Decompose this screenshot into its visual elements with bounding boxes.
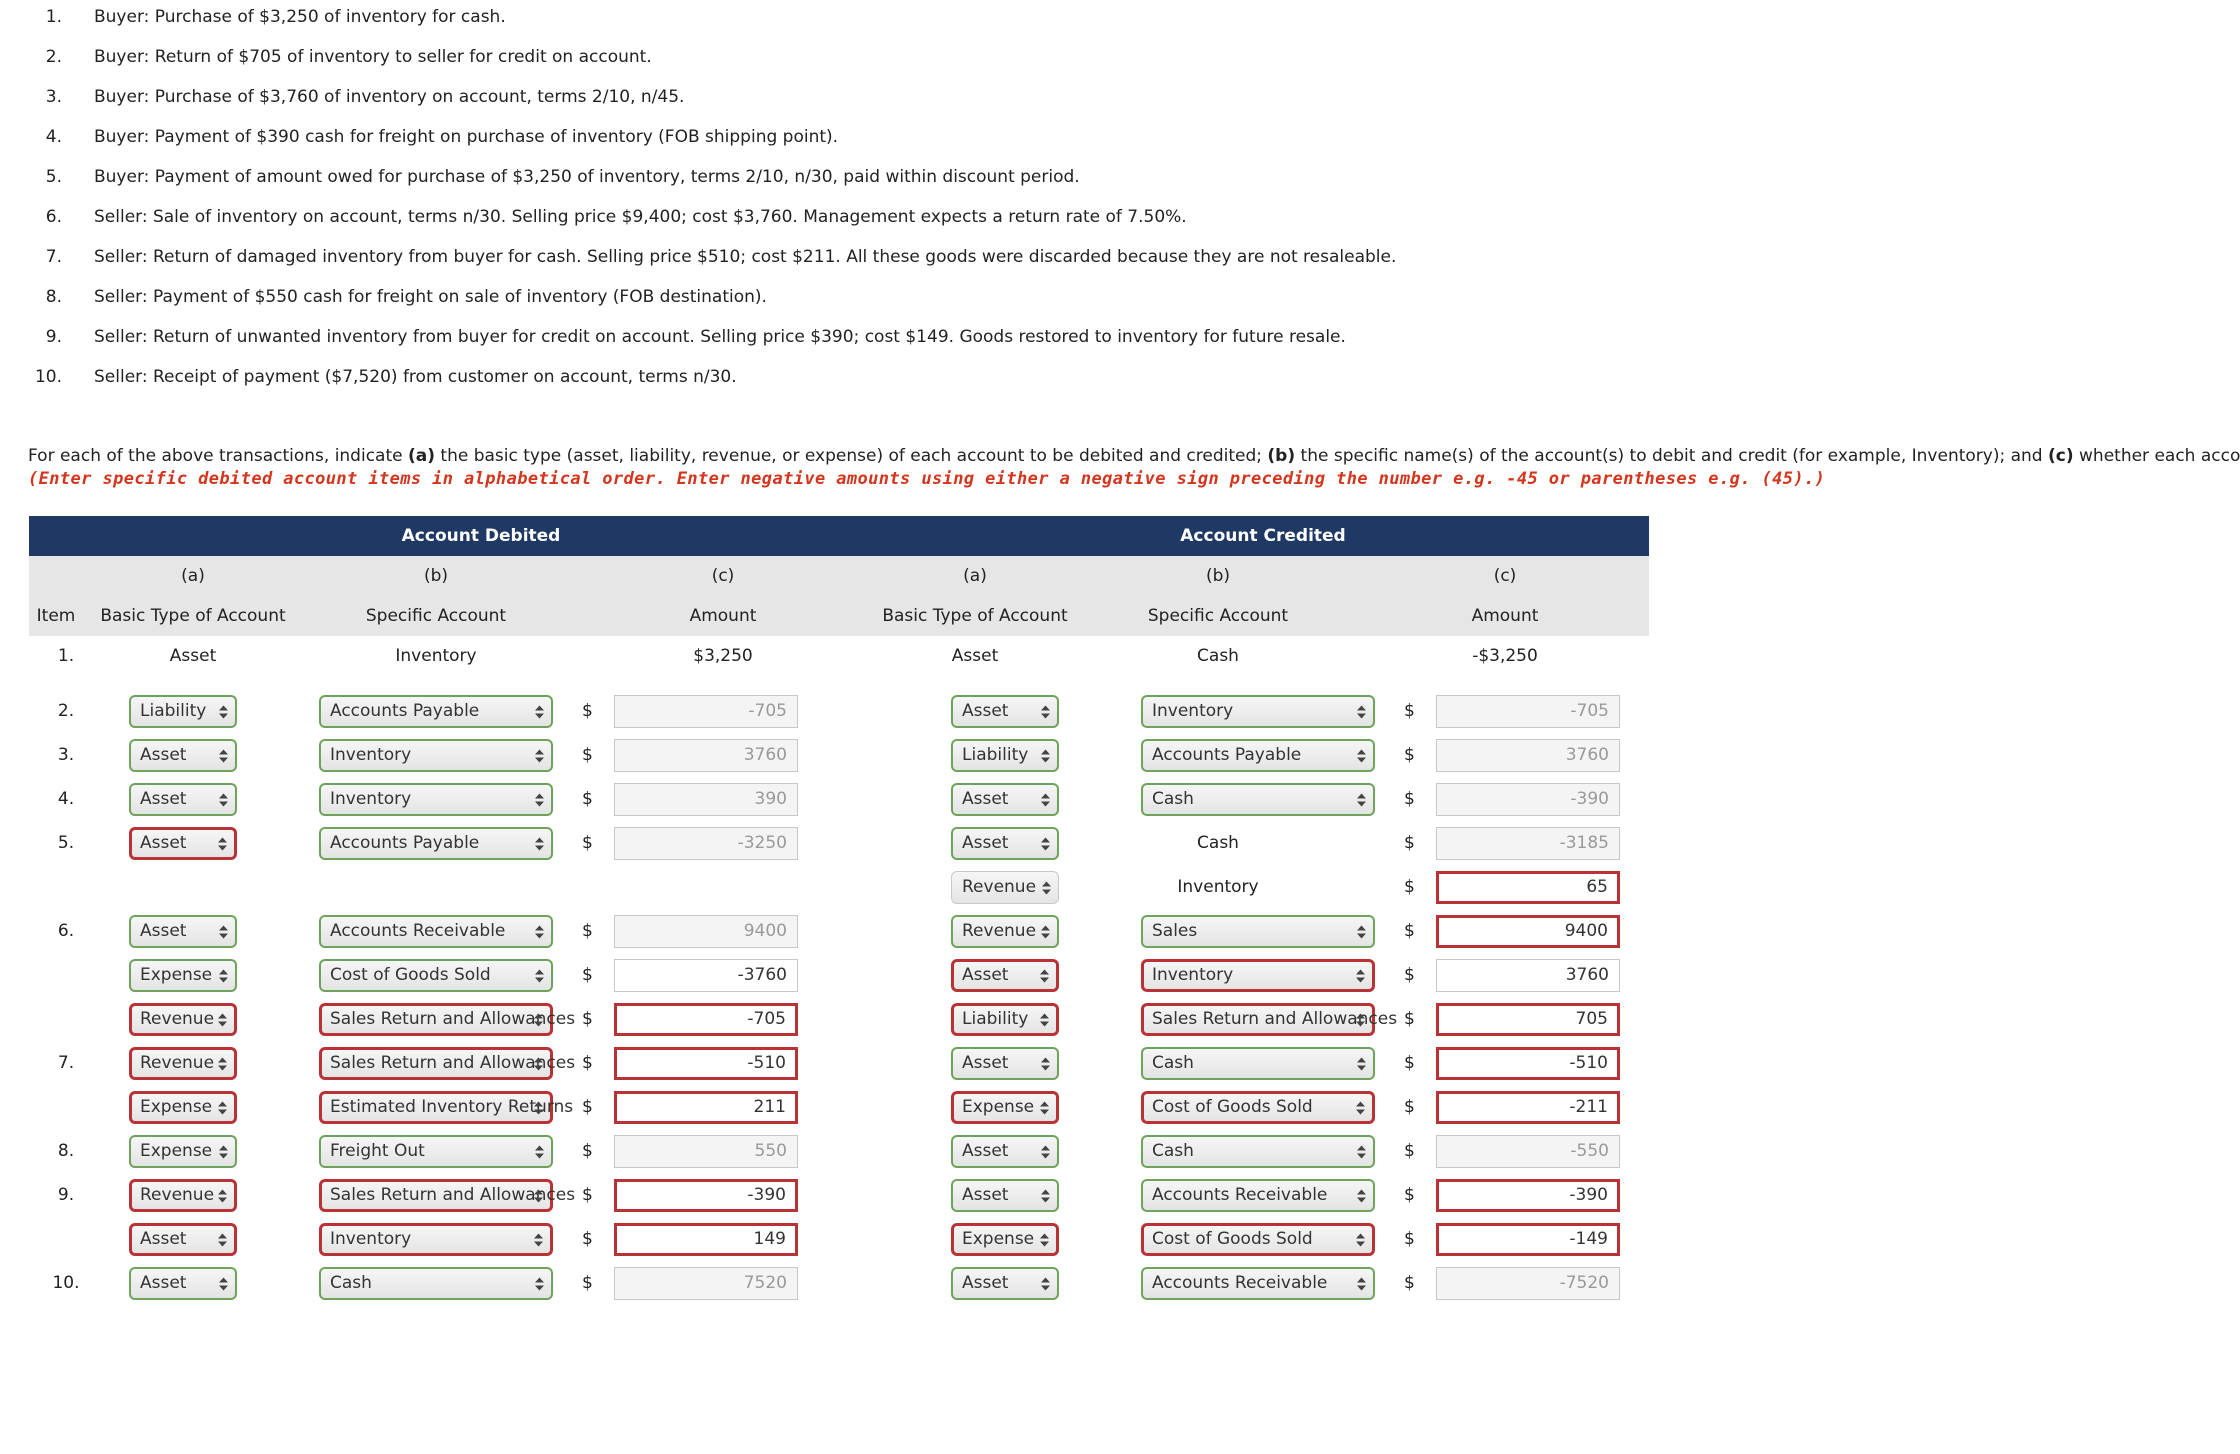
debit-type-select-value: Expense [140, 1141, 213, 1161]
select-arrows-icon [533, 1006, 544, 1033]
select-arrows-icon [1356, 741, 1367, 770]
debit-type-select[interactable] [129, 915, 237, 948]
debit-currency: $ [582, 745, 593, 765]
credit-type-select[interactable] [951, 1091, 1059, 1124]
transaction-number: 2. [45, 47, 62, 67]
instructions-text: the specific name(s) of the account(s) to debit and credit (for example, Inventory); and [1295, 446, 2048, 466]
credit-account-select-value: Accounts Payable [1152, 745, 1302, 765]
debit-currency: $ [582, 1141, 593, 1161]
select-arrows-icon [1356, 1049, 1367, 1078]
col-b-debit: (b) [423, 566, 449, 586]
credit-account-select[interactable] [1141, 1047, 1375, 1080]
account-credited-header: Account Credited [1180, 526, 1346, 546]
debit-amount-input[interactable]: 7520 [614, 1267, 798, 1300]
select-arrows-icon [534, 1269, 545, 1298]
transaction-number: 8. [45, 287, 62, 307]
select-arrows-icon [218, 917, 229, 946]
credit-currency: $ [1404, 1273, 1415, 1293]
credit-account-select[interactable] [1141, 695, 1375, 728]
column-headers [29, 556, 1649, 636]
entry-hint: (Enter specific debited account items in alphabetical order. Enter negative amounts using either a negative sign preceding the number e.g. -45 or parentheses e.g. (45).) [28, 469, 1826, 489]
transaction-text: Buyer: Purchase of $3,250 of inventory for cash. [94, 7, 506, 27]
item-number: 10. [52, 1273, 80, 1293]
credit-amount-input[interactable]: -390 [1436, 783, 1620, 816]
select-arrows-icon [218, 1137, 229, 1166]
credit-type-select[interactable] [951, 695, 1059, 728]
credit-currency: $ [1404, 1053, 1415, 1073]
credit-account-select[interactable] [1141, 1267, 1375, 1300]
credit-account-select-value: Cost of Goods Sold [1152, 1097, 1313, 1117]
amount-header: Amount [1471, 606, 1539, 626]
debit-type-select[interactable] [129, 1047, 237, 1080]
credit-account-select-value: Sales Return and Allowances [1152, 1009, 1398, 1029]
amount-header: Amount [689, 606, 757, 626]
select-arrows-icon [1041, 872, 1052, 903]
transaction-text: Seller: Sale of inventory on account, terms n/30. Selling price $9,400; cost $3,760. Management expects a return rate of 7.50%. [94, 207, 1187, 227]
debit-type-select-value: Asset [140, 1273, 187, 1293]
col-a-debit: (a) [181, 566, 205, 586]
credit-currency: $ [1404, 701, 1415, 721]
debit-type-select-value: Expense [140, 1097, 213, 1117]
select-arrows-icon [1356, 1181, 1367, 1210]
debit-type-select[interactable] [129, 739, 237, 772]
credit-amount: -$3,250 [1472, 646, 1538, 666]
credit-type-select-value: Asset [962, 1185, 1009, 1205]
credit-currency: $ [1404, 1097, 1415, 1117]
debit-account-select-value: Accounts Payable [330, 833, 480, 853]
debit-type-select[interactable] [129, 827, 237, 860]
transaction-text: Buyer: Purchase of $3,760 of inventory on account, terms 2/10, n/45. [94, 87, 685, 107]
debit-type-select-value: Revenue [140, 1009, 215, 1029]
debit-currency: $ [582, 965, 593, 985]
debit-account-select[interactable] [319, 1003, 576, 1036]
debit-type-select-value: Asset [140, 921, 187, 941]
debit-currency: $ [582, 1185, 593, 1205]
credit-type-select[interactable] [951, 1003, 1059, 1036]
debit-amount-input[interactable]: 149 [614, 1223, 798, 1256]
select-arrows-icon [1040, 1049, 1051, 1078]
credit-type-select-value: Asset [962, 1273, 1009, 1293]
debit-amount-input[interactable]: 550 [614, 1135, 798, 1168]
debit-amount-input[interactable]: -3250 [614, 827, 798, 860]
credit-type-select-value: Liability [962, 1009, 1029, 1029]
instructions-text: For each of the above transactions, indicate [28, 446, 408, 466]
credit-amount-input[interactable]: -149 [1436, 1223, 1620, 1256]
basic-type-header: Basic Type of Account [100, 606, 286, 626]
debit-type-select-value: Asset [140, 745, 187, 765]
debit-type-select[interactable] [129, 1091, 237, 1124]
debit-amount-input[interactable]: -390 [614, 1179, 798, 1212]
debit-account-select-value: Accounts Payable [330, 701, 480, 721]
account-debited-header: Account Debited [401, 526, 561, 546]
instructions-text: whether each acco [2073, 446, 2240, 466]
select-arrows-icon [217, 1050, 228, 1077]
transaction-number: 1. [45, 7, 62, 27]
select-arrows-icon [1040, 917, 1051, 946]
select-arrows-icon [1356, 697, 1367, 726]
credit-currency: $ [1404, 1009, 1415, 1029]
debit-type-select[interactable] [129, 1267, 237, 1300]
select-arrows-icon [534, 741, 545, 770]
credit-type-select[interactable] [951, 1047, 1059, 1080]
select-arrows-icon [1355, 962, 1366, 989]
credit-type-select-value: Liability [962, 745, 1029, 765]
debit-type-select[interactable] [129, 1179, 237, 1212]
debit-account-select[interactable] [319, 1267, 553, 1300]
credit-type-select-value: Expense [962, 1229, 1035, 1249]
credit-account-select-value: Cost of Goods Sold [1152, 1229, 1313, 1249]
credit-amount-input[interactable]: -3185 [1436, 827, 1620, 860]
credit-currency: $ [1404, 789, 1415, 809]
credit-amount-input[interactable]: -390 [1436, 1179, 1620, 1212]
instructions-label-b: (b) [1267, 446, 1296, 466]
credit-amount-input[interactable]: -550 [1436, 1135, 1620, 1168]
item-number: 8. [57, 1141, 75, 1161]
debit-amount-input[interactable]: -705 [614, 695, 798, 728]
credit-account-select[interactable] [1141, 1135, 1375, 1168]
credit-type-select-value: Asset [962, 833, 1009, 853]
select-arrows-icon [1039, 962, 1050, 989]
credit-type-select[interactable] [951, 827, 1059, 860]
credit-type-select[interactable] [951, 1267, 1059, 1300]
instructions-label-c: (c) [2047, 446, 2074, 466]
select-arrows-icon [1040, 1269, 1051, 1298]
instructions-label-a: (a) [408, 446, 436, 466]
col-c-debit: (c) [711, 566, 735, 586]
credit-currency: $ [1404, 877, 1415, 897]
debit-type-select[interactable] [129, 1135, 237, 1168]
select-arrows-icon [533, 1094, 544, 1121]
debit-currency: $ [582, 1229, 593, 1249]
select-arrows-icon [533, 1050, 544, 1077]
credit-type-select-value: Revenue [962, 877, 1037, 897]
debit-currency: $ [582, 789, 593, 809]
debit-account-select-value: Sales Return and Allowances [330, 1053, 576, 1073]
credit-type-select[interactable] [951, 1135, 1059, 1168]
debit-currency: $ [582, 921, 593, 941]
debit-type-select-value: Revenue [140, 1053, 215, 1073]
select-arrows-icon [217, 1226, 228, 1253]
item-number: 7. [57, 1053, 75, 1073]
debit-type-select-value: Revenue [140, 1185, 215, 1205]
credit-type-select[interactable] [951, 1223, 1059, 1256]
select-arrows-icon [217, 1094, 228, 1121]
credit-type-select-value: Revenue [962, 921, 1037, 941]
select-arrows-icon [218, 785, 229, 814]
debit-account: Inventory [395, 646, 477, 666]
credit-currency: $ [1404, 965, 1415, 985]
select-arrows-icon [534, 829, 545, 858]
credit-amount-input[interactable]: 3760 [1436, 739, 1620, 772]
debit-type-select[interactable] [129, 1003, 237, 1036]
debit-account-select-value: Inventory [330, 1229, 412, 1249]
transaction-text: Seller: Return of damaged inventory from buyer for cash. Selling price $510; cost $211. All these goods were discarded because they are not resaleable. [94, 247, 1397, 267]
transaction-number: 9. [45, 327, 62, 347]
credit-account-select-value: Cash [1152, 1053, 1194, 1073]
debit-account-select-value: Sales Return and Allowances [330, 1009, 576, 1029]
select-arrows-icon [1040, 785, 1051, 814]
credit-type-select-value: Expense [962, 1097, 1035, 1117]
item-number: 2. [57, 701, 75, 721]
debit-type-select[interactable] [129, 959, 237, 992]
debit-account-select-value: Accounts Receivable [330, 921, 506, 941]
credit-type-select[interactable] [951, 739, 1059, 772]
select-arrows-icon [217, 1182, 228, 1209]
debit-type-select-value: Asset [140, 1229, 187, 1249]
debit-account-select-value: Sales Return and Allowances [330, 1185, 576, 1205]
transaction-number: 3. [45, 87, 62, 107]
select-arrows-icon [1039, 1094, 1050, 1121]
credit-type-select[interactable] [951, 871, 1059, 904]
table-header [29, 516, 1649, 556]
debit-account-select[interactable] [319, 783, 553, 816]
select-arrows-icon [218, 741, 229, 770]
debit-type-select[interactable] [129, 783, 237, 816]
debit-amount-input[interactable]: 390 [614, 783, 798, 816]
instructions-text: the basic type (asset, liability, revenue, or expense) of each account to be debited and credited; [435, 446, 1268, 466]
item-number: 6. [57, 921, 75, 941]
transaction-number: 10. [34, 367, 62, 387]
credit-amount-input[interactable]: 9400 [1436, 915, 1620, 948]
credit-type-select[interactable] [951, 783, 1059, 816]
debit-account-select-value: Estimated Inventory Returns [330, 1097, 574, 1117]
debit-account-select-value: Inventory [330, 745, 412, 765]
debit-account-select[interactable] [319, 827, 553, 860]
credit-account-select[interactable] [1141, 959, 1375, 992]
debit-account-select[interactable] [319, 1223, 553, 1256]
select-arrows-icon [534, 961, 545, 990]
select-arrows-icon [1040, 829, 1051, 858]
credit-account-select-value: Inventory [1152, 701, 1234, 721]
debit-amount: $3,250 [693, 646, 753, 666]
transaction-text: Seller: Receipt of payment ($7,520) from customer on account, terms n/30. [94, 367, 737, 387]
transaction-text: Buyer: Payment of amount owed for purchase of $3,250 of inventory, terms 2/10, n/30, paid within discount period. [94, 167, 1080, 187]
debit-amount-input[interactable]: -510 [614, 1047, 798, 1080]
credit-type-select-value: Asset [962, 1053, 1009, 1073]
transaction-number: 5. [45, 167, 62, 187]
debit-amount-input[interactable]: -3760 [614, 959, 798, 992]
credit-currency: $ [1404, 1229, 1415, 1249]
debit-account-select[interactable] [319, 1047, 576, 1080]
transaction-text: Seller: Payment of $550 cash for freight on sale of inventory (FOB destination). [94, 287, 767, 307]
debit-amount-input[interactable]: 3760 [614, 739, 798, 772]
credit-account-select-value: Inventory [1152, 965, 1234, 985]
credit-type-select-value: Asset [962, 701, 1009, 721]
credit-amount-input[interactable]: -211 [1436, 1091, 1620, 1124]
select-arrows-icon [534, 1137, 545, 1166]
item-number: 4. [57, 789, 75, 809]
credit-account-select-value: Accounts Receivable [1152, 1273, 1328, 1293]
credit-type: Asset [951, 646, 999, 666]
debit-amount-input[interactable]: 211 [614, 1091, 798, 1124]
debit-currency: $ [582, 701, 593, 721]
select-arrows-icon [1356, 1137, 1367, 1166]
select-arrows-icon [1355, 1006, 1366, 1033]
item-number: 9. [57, 1185, 75, 1205]
select-arrows-icon [1039, 1226, 1050, 1253]
select-arrows-icon [534, 917, 545, 946]
select-arrows-icon [217, 830, 228, 857]
credit-currency: $ [1404, 745, 1415, 765]
debit-account-select-value: Cash [330, 1273, 372, 1293]
col-a-credit: (a) [963, 566, 987, 586]
credit-account-select-value: Sales [1152, 921, 1198, 941]
select-arrows-icon [1355, 1226, 1366, 1253]
credit-amount-input[interactable]: -705 [1436, 695, 1620, 728]
debit-account-select-value: Freight Out [330, 1141, 425, 1161]
item-header: Item [36, 606, 76, 626]
select-arrows-icon [1355, 1094, 1366, 1121]
select-arrows-icon [533, 1182, 544, 1209]
credit-currency: $ [1404, 921, 1415, 941]
select-arrows-icon [1040, 1137, 1051, 1166]
debit-type-select-value: Asset [140, 833, 187, 853]
specific-account-header: Specific Account [1147, 606, 1289, 626]
debit-account-select[interactable] [319, 1091, 574, 1124]
select-arrows-icon [1040, 1181, 1051, 1210]
debit-account-select-value: Cost of Goods Sold [330, 965, 491, 985]
transaction-text: Buyer: Return of $705 of inventory to seller for credit on account. [94, 47, 652, 67]
credit-amount-input[interactable]: -7520 [1436, 1267, 1620, 1300]
credit-account-select[interactable] [1141, 1179, 1375, 1212]
specific-account-header: Specific Account [365, 606, 507, 626]
credit-currency: $ [1404, 833, 1415, 853]
credit-amount-input[interactable]: 705 [1436, 1003, 1620, 1036]
debit-type-select[interactable] [129, 695, 237, 728]
item-number: 5. [57, 833, 75, 853]
credit-account-select[interactable] [1141, 1223, 1375, 1256]
select-arrows-icon [217, 1006, 228, 1033]
select-arrows-icon [1356, 1269, 1367, 1298]
debit-type-select-value: Asset [140, 789, 187, 809]
select-arrows-icon [1356, 785, 1367, 814]
debit-account-select[interactable] [319, 739, 553, 772]
select-arrows-icon [533, 1226, 544, 1253]
credit-account-select-value: Accounts Receivable [1152, 1185, 1328, 1205]
credit-type-select-value: Asset [962, 965, 1009, 985]
credit-currency: $ [1404, 1141, 1415, 1161]
item-number: 3. [57, 745, 75, 765]
credit-amount-input[interactable]: -510 [1436, 1047, 1620, 1080]
credit-currency: $ [1404, 1185, 1415, 1205]
credit-account-select[interactable] [1141, 739, 1375, 772]
select-arrows-icon [218, 697, 229, 726]
transaction-number: 6. [45, 207, 62, 227]
credit-account-select-value: Cash [1152, 789, 1194, 809]
credit-account-select[interactable] [1141, 915, 1375, 948]
select-arrows-icon [218, 961, 229, 990]
credit-amount-input[interactable]: 3760 [1436, 959, 1620, 992]
credit-account: Cash [1197, 833, 1239, 853]
select-arrows-icon [534, 697, 545, 726]
debit-type: Asset [169, 646, 217, 666]
debit-type-select[interactable] [129, 1223, 237, 1256]
credit-account-select[interactable] [1141, 783, 1375, 816]
transaction-text: Seller: Return of unwanted inventory from buyer for credit on account. Selling price $390; cost $149. Goods restored to inventory for future resale. [94, 327, 1346, 347]
debit-currency: $ [582, 833, 593, 853]
transaction-number: 4. [45, 127, 62, 147]
debit-account-select[interactable] [319, 1179, 576, 1212]
credit-type-select[interactable] [951, 915, 1059, 948]
basic-type-header: Basic Type of Account [882, 606, 1068, 626]
select-arrows-icon [1039, 1006, 1050, 1033]
debit-type-select-value: Expense [140, 965, 213, 985]
transaction-number: 7. [45, 247, 62, 267]
debit-type-select-value: Liability [140, 701, 207, 721]
credit-type-select[interactable] [951, 959, 1059, 992]
debit-amount-input[interactable]: -705 [614, 1003, 798, 1036]
debit-account-select[interactable] [319, 695, 553, 728]
instructions [28, 443, 2240, 469]
select-arrows-icon [1040, 741, 1051, 770]
credit-account-select[interactable] [1141, 1003, 1398, 1036]
col-c-credit: (c) [1493, 566, 1517, 586]
debit-amount-input[interactable]: 9400 [614, 915, 798, 948]
select-arrows-icon [218, 1269, 229, 1298]
debit-currency: $ [582, 1097, 593, 1117]
transaction-text: Buyer: Payment of $390 cash for freight on purchase of inventory (FOB shipping point). [94, 127, 839, 147]
debit-account-select[interactable] [319, 959, 553, 992]
credit-type-select-value: Asset [962, 1141, 1009, 1161]
debit-account-select[interactable] [319, 1135, 553, 1168]
debit-currency: $ [582, 1273, 593, 1293]
debit-account-select[interactable] [319, 915, 553, 948]
credit-account-select-value: Cash [1152, 1141, 1194, 1161]
credit-account-select[interactable] [1141, 1091, 1375, 1124]
credit-account: Cash [1197, 646, 1239, 666]
select-arrows-icon [534, 785, 545, 814]
credit-type-select[interactable] [951, 1179, 1059, 1212]
credit-account: Inventory [1177, 877, 1259, 897]
credit-amount-input[interactable]: 65 [1436, 871, 1620, 904]
debit-currency: $ [582, 1053, 593, 1073]
credit-type-select-value: Asset [962, 789, 1009, 809]
select-arrows-icon [1356, 917, 1367, 946]
debit-currency: $ [582, 1009, 593, 1029]
select-arrows-icon [1040, 697, 1051, 726]
col-b-credit: (b) [1205, 566, 1231, 586]
debit-account-select-value: Inventory [330, 789, 412, 809]
item-number: 1. [57, 646, 75, 666]
